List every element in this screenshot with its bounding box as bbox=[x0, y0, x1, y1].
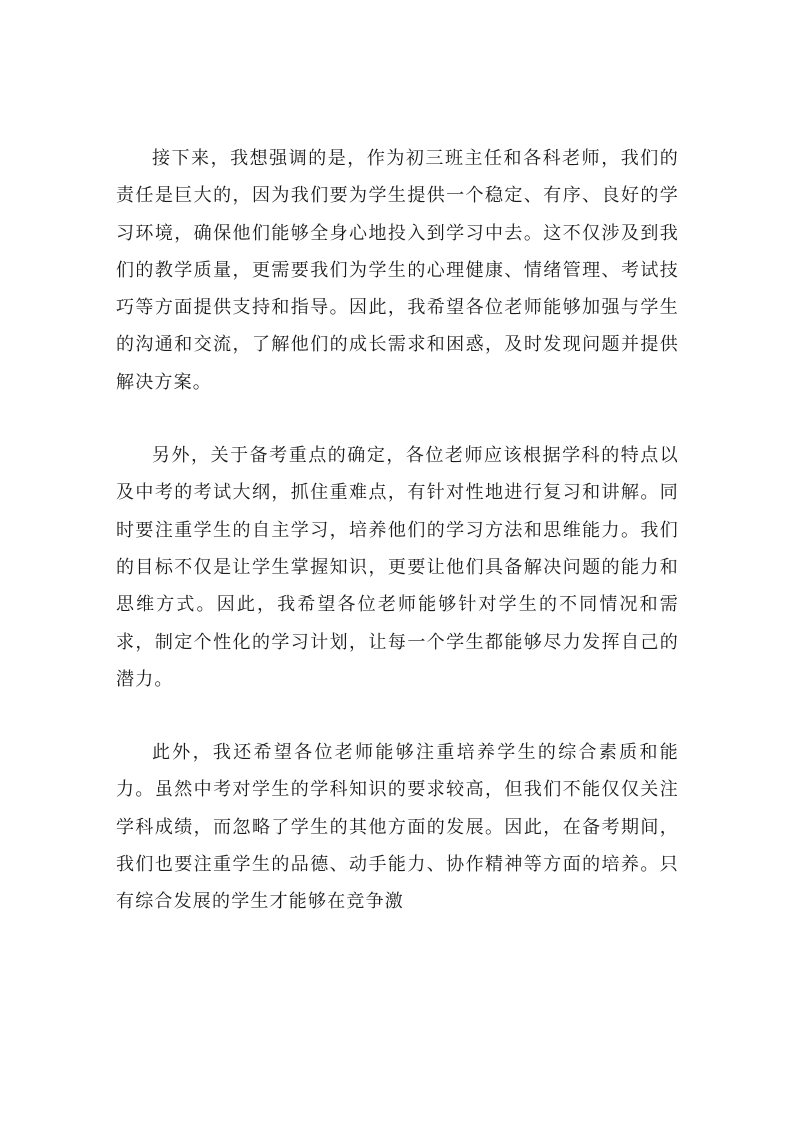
paragraph-3: 此外，我还希望各位老师能够注重培养学生的综合素质和能力。虽然中考对学生的学科知识的要求较高，但我们不能仅仅关注学科成绩，而忽略了学生的其他方面的发展。因此，在备考期间，我们也要注重学生的品德、动手能力、协作精神等方面的培养。只有综合发展的学生才能够在竞争激 bbox=[116, 742, 679, 913]
document-body bbox=[116, 140, 679, 921]
paragraph-1: 接下来，我想强调的是，作为初三班主任和各科老师，我们的责任是巨大的，因为我们要为学生提供一个稳定、有序、良好的学习环境，确保他们能够全身心地投入到学习中去。这不仅涉及到我们的教学质量，更需要我们为学生的心理健康、情绪管理、考试技巧等方面提供支持和指导。因此，我希望各位老师能够加强与学生的沟通和交流，了解他们的成长需求和困惑，及时发现问题并提供解决方案。 bbox=[116, 148, 679, 393]
paragraph-2: 另外，关于备考重点的确定，各位老师应该根据学科的特点以及中考的考试大纲，抓住重难点，有针对性地进行复习和讲解。同时要注重学生的自主学习，培养他们的学习方法和思维能力。我们的目标不仅是让学生掌握知识，更要让他们具备解决问题的能力和思维方式。因此，我希望各位老师能够针对学生的不同情况和需求，制定个性化的学习计划，让每一个学生都能够尽力发挥自己的潜力。 bbox=[116, 445, 679, 690]
